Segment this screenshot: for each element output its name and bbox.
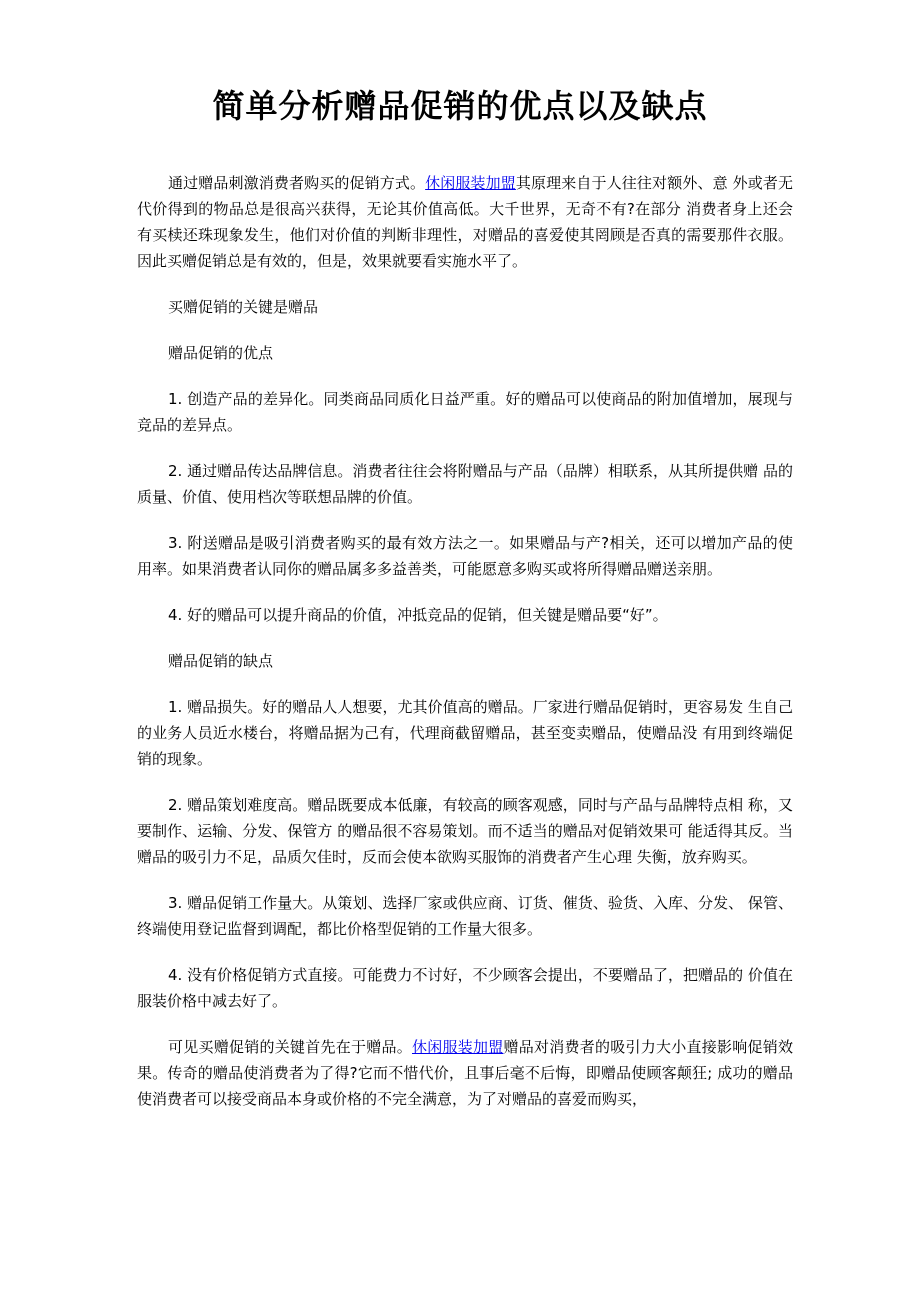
intro-text-after: 其原理来自于人往往对额外、意 外或者无代价得到的物品总是很高兴获得，无论其价值高低。大千世界，无奇不有?在部分 消费者身上还会有买椟还珠现象发生，他们对价值的判断非理性，对赠品的喜爱使其罔顾是否真的需要那件衣服。因此买赠促销总是有效的，但是，效果就要看实施水平了。 (137, 174, 793, 270)
key-heading: 买赠促销的关键是赠品 (168, 298, 319, 316)
franchise-link[interactable]: 休闲服装加盟 (425, 174, 516, 192)
advantage-item: 4. 好的赠品可以提升商品的价值，冲抵竞品的促销，但关键是赠品要“好”。 (168, 606, 668, 624)
document-body (137, 170, 793, 1112)
advantages-heading: 赠品促销的优点 (168, 344, 274, 362)
disadvantage-item: 2. 赠品策划难度高。赠品既要成本低廉，有较高的顾客观感，同时与产品与品牌特点相 称，又要制作、运输、分发、保管方 的赠品很不容易策划。而不适当的赠品对促销效果可 能适得其反。当赠品的吸引力不足，品质欠佳时，反而会使本欲购买服饰的消费者产生心理 失衡，放弃购买。 (137, 796, 793, 866)
franchise-link[interactable]: 休闲服装加盟 (411, 1038, 504, 1056)
intro-text-before: 通过赠品刺激消费者购买的促销方式。 (168, 174, 426, 192)
disadvantages-heading: 赠品促销的缺点 (168, 652, 274, 670)
advantage-item: 2. 通过赠品传达品牌信息。消费者往往会将附赠品与产品（品牌）相联系，从其所提供赠 品的质量、价值、使用档次等联想品牌的价值。 (137, 462, 793, 506)
disadvantage-item: 1. 赠品损失。好的赠品人人想要，尤其价值高的赠品。厂家进行赠品促销时，更容易发 生自己的业务人员近水楼台，将赠品据为己有，代理商截留赠品，甚至变卖赠品，使赠品没 有用到终端促销的现象。 (137, 698, 793, 768)
page-title: 简单分析赠品促销的优点以及缺点 (212, 87, 708, 125)
disadvantage-item: 4. 没有价格促销方式直接。可能费力不讨好，不少顾客会提出，不要赠品了，把赠品的 价值在服装价格中减去好了。 (137, 966, 793, 1010)
advantage-item: 3. 附送赠品是吸引消费者购买的最有效方法之一。如果赠品与产?相关，还可以增加产品的使用率。如果消费者认同你的赠品属多多益善类，可能愿意多购买或将所得赠品赠送亲朋。 (137, 534, 793, 578)
advantage-item: 1. 创造产品的差异化。同类商品同质化日益严重。好的赠品可以使商品的附加值增加，展现与竞品的差异点。 (137, 390, 793, 434)
disadvantage-item: 3. 赠品促销工作量大。从策划、选择厂家或供应商、订货、催货、验货、入库、分发、 保管、终端使用登记监督到调配，都比价格型促销的工作量大很多。 (137, 894, 793, 938)
conclusion-text-before: 可见买赠促销的关键首先在于赠品。 (168, 1038, 412, 1056)
conclusion-paragraph (137, 1034, 793, 1112)
conclusion-text-after: 赠品对消费者的吸引力大小直接影响促销效果。传奇的赠品使消费者为了得?它而不惜代价，且事后毫不后悔，即赠品使顾客颠狂; 成功的赠品使消费者可以接受商品本身或价格的不完全满意，为了对赠品的喜爱而购买， (137, 1038, 793, 1108)
intro-paragraph (137, 170, 793, 274)
